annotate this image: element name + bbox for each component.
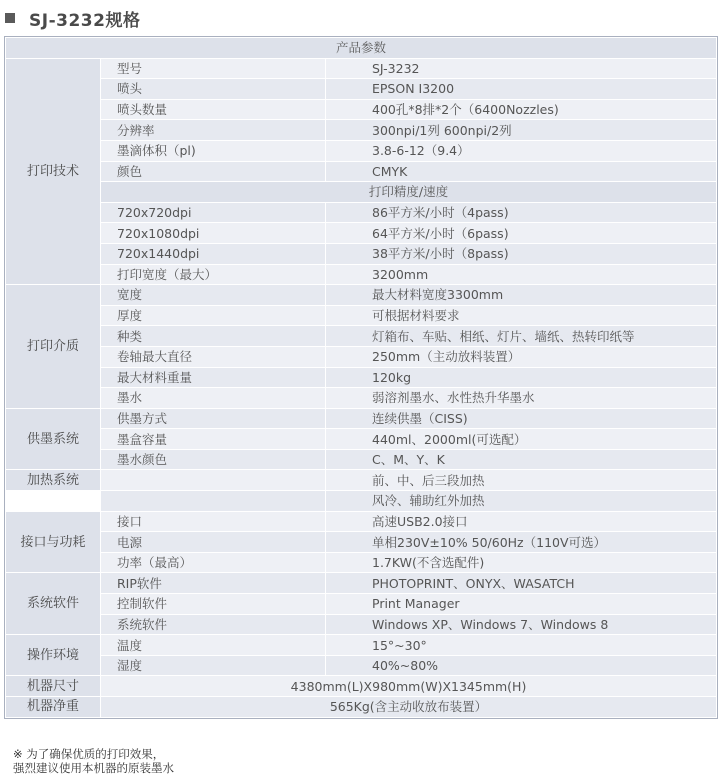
footnote-line: 强烈建议使用本机器的原装墨水 bbox=[13, 761, 174, 775]
row-value: 3200mm bbox=[326, 264, 717, 285]
row-value: 最大材料宽度3300mm bbox=[326, 285, 717, 306]
row-label: 墨盒容量 bbox=[101, 429, 326, 450]
row-value: 灯箱布、车贴、相纸、灯片、墙纸、热转印纸等 bbox=[326, 326, 717, 347]
row-value: 250mm（主动放料装置） bbox=[326, 346, 717, 367]
row-value: 64平方米/小时（6pass) bbox=[326, 223, 717, 244]
title-text: SJ-3232规格 bbox=[29, 10, 141, 31]
table-header: 产品参数 bbox=[6, 38, 717, 59]
row-value: EPSON I3200 bbox=[326, 79, 717, 100]
group-empty bbox=[6, 491, 101, 512]
group-ink-supply: 供墨系统 bbox=[6, 408, 101, 470]
group-size: 机器尺寸 bbox=[6, 676, 101, 697]
row-value: 400孔*8排*2个（6400Nozzles) bbox=[326, 99, 717, 120]
row-label: 厚度 bbox=[101, 305, 326, 326]
row-label: 宽度 bbox=[101, 285, 326, 306]
row-label: 最大材料重量 bbox=[101, 367, 326, 388]
row-value: 565Kg(含主动收放布装置） bbox=[101, 697, 717, 718]
group-interface-power: 接口与功耗 bbox=[6, 511, 101, 573]
row-label: 控制软件 bbox=[101, 594, 326, 615]
row-value: 高速USB2.0接口 bbox=[326, 511, 717, 532]
row-value: 连续供墨（CISS) bbox=[326, 408, 717, 429]
row-label: 墨滴体积（pl) bbox=[101, 140, 326, 161]
row-value: 38平方米/小时（8pass) bbox=[326, 243, 717, 264]
group-weight: 机器净重 bbox=[6, 697, 101, 718]
row-value: 300npi/1列 600npi/2列 bbox=[326, 120, 717, 141]
row-value: 4380mm(L)X980mm(W)X1345mm(H) bbox=[101, 676, 717, 697]
row-label: 湿度 bbox=[101, 655, 326, 676]
row-value: 3.8-6-12（9.4） bbox=[326, 140, 717, 161]
page-title bbox=[5, 6, 140, 30]
group-heating: 加热系统 bbox=[6, 470, 101, 491]
row-label: 接口 bbox=[101, 511, 326, 532]
row-label: 型号 bbox=[101, 58, 326, 79]
footnote-line: ※ 为了确保优质的打印效果， bbox=[13, 747, 165, 761]
row-label: 供墨方式 bbox=[101, 408, 326, 429]
row-label: RIP软件 bbox=[101, 573, 326, 594]
row-value: 120kg bbox=[326, 367, 717, 388]
row-value: 风冷、辅助红外加热 bbox=[326, 491, 717, 512]
row-label: 墨水 bbox=[101, 388, 326, 409]
group-software: 系统软件 bbox=[6, 573, 101, 635]
row-label: 喷头 bbox=[101, 79, 326, 100]
row-label: 720x720dpi bbox=[101, 202, 326, 223]
row-value: Print Manager bbox=[326, 594, 717, 615]
group-environment: 操作环境 bbox=[6, 635, 101, 676]
row-value: 1.7KW(不含选配件) bbox=[326, 552, 717, 573]
row-label-empty bbox=[101, 470, 326, 491]
footnote bbox=[13, 747, 174, 775]
row-label: 卷轴最大直径 bbox=[101, 346, 326, 367]
row-value: 40%~80% bbox=[326, 655, 717, 676]
row-label-empty bbox=[101, 491, 326, 512]
row-label: 颜色 bbox=[101, 161, 326, 182]
row-label: 打印宽度（最大） bbox=[101, 264, 326, 285]
row-label: 720x1080dpi bbox=[101, 223, 326, 244]
row-label: 功率（最高） bbox=[101, 552, 326, 573]
row-value: 前、中、后三段加热 bbox=[326, 470, 717, 491]
row-label: 系统软件 bbox=[101, 614, 326, 635]
title-square-icon bbox=[5, 13, 15, 23]
row-label: 种类 bbox=[101, 326, 326, 347]
row-label: 温度 bbox=[101, 635, 326, 656]
row-value: 86平方米/小时（4pass) bbox=[326, 202, 717, 223]
row-label: 喷头数量 bbox=[101, 99, 326, 120]
row-value: 弱溶剂墨水、水性热升华墨水 bbox=[326, 388, 717, 409]
row-value: C、M、Y、K bbox=[326, 449, 717, 470]
spec-table bbox=[5, 37, 717, 718]
row-value: SJ-3232 bbox=[326, 58, 717, 79]
group-print-tech: 打印技术 bbox=[6, 58, 101, 285]
row-value: 15°~30° bbox=[326, 635, 717, 656]
sub-header: 打印精度/速度 bbox=[101, 182, 717, 203]
row-value: 单相230V±10% 50/60Hz（110V可选） bbox=[326, 532, 717, 553]
row-value: 可根据材料要求 bbox=[326, 305, 717, 326]
row-label: 720x1440dpi bbox=[101, 243, 326, 264]
group-media: 打印介质 bbox=[6, 285, 101, 409]
row-label: 分辨率 bbox=[101, 120, 326, 141]
row-value: Windows XP、Windows 7、Windows 8 bbox=[326, 614, 717, 635]
row-label: 墨水颜色 bbox=[101, 449, 326, 470]
row-label: 电源 bbox=[101, 532, 326, 553]
row-value: 440ml、2000ml(可选配） bbox=[326, 429, 717, 450]
row-value: PHOTOPRINT、ONYX、WASATCH bbox=[326, 573, 717, 594]
row-value: CMYK bbox=[326, 161, 717, 182]
